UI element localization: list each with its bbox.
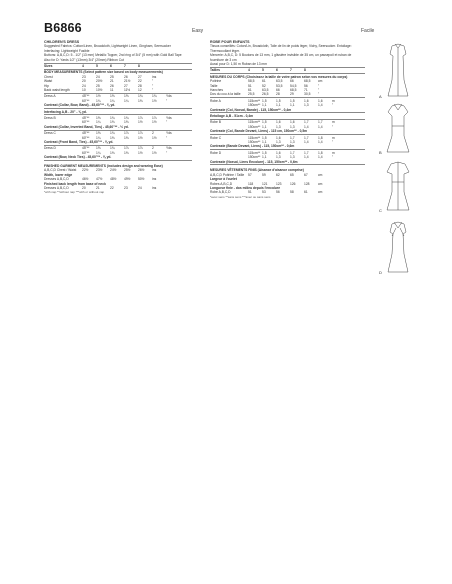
also-note: Also for D: Yards 1/2" (13mm) 3/4" (20mm) Ribbon Cut xyxy=(44,57,124,62)
finished-measurement-row: Robe A,B,C,D 51 53 56 58 61 cm xyxy=(210,190,323,195)
finished-subheading: Width, lower edge xyxy=(44,172,73,177)
yardage-row: 60"** 1¼ 1⅜ 1⅜ 1½ 1½ " xyxy=(82,135,168,140)
body-measurement-row: Chest 23 24 25 26 27 ins xyxy=(44,74,157,79)
body-measurement-row: Back waist length 10 10½ 11 11½ 12 " xyxy=(44,88,154,92)
interfacing-note: Interfacing: Lightweight Fusible xyxy=(44,48,90,53)
finished-measurements-table-fr xyxy=(210,173,365,195)
finished-subheading: Largeur à l'ourlet xyxy=(210,177,237,182)
finished-subheading: Longueur finie - dos milieu depuis l'encolure xyxy=(210,186,281,191)
finished-measurements-title-fr: MESURES VÊTEMENTS FINIS (Aisance d'aisance comprise) xyxy=(210,168,304,173)
technical-drawings xyxy=(378,40,418,285)
contrast-line: Contrast (Collar, Inverted Band, Ties) - 45,60"** - ½ yd. xyxy=(44,124,129,129)
contrast-line: Contraste (Col, Noeud, Bande) - 115, 150cm** - 0,4m xyxy=(210,107,292,112)
finished-measurements-title: FINISHED GARMENT MEASUREMENTS (includes design and wearing Ease) xyxy=(44,164,163,169)
interfacing-line: Entoilage A,B - 51cm - 0,4m xyxy=(210,113,254,118)
yardage-row: Robe B 115cm** 1,5 1,6 1,6 1,7 1,7 m xyxy=(210,120,335,125)
notions-note: Buttons: A,B,C,D: 5 - 1/2" (13 mm) Metallic Topper, 2nd ring of 3/4" (5 mm) with Gold Ball Tape xyxy=(44,53,182,58)
difficulty-label-en: Easy xyxy=(192,28,204,34)
yardage-row: Dress D 45"** 1⅝ 1¾ 1⅞ 1⅞ 2 Yds xyxy=(44,146,172,151)
finished-measurements-table xyxy=(44,168,192,190)
contrast-line: Contraste (Bande Devant, Liens) - 115, 150cm** - 0,6m xyxy=(210,144,295,149)
view-label-d: D xyxy=(379,270,382,275)
garment-title: CHILDREN'S DRESS xyxy=(44,40,80,44)
view-label-b: B xyxy=(379,150,382,155)
yardage-row: 60"** 1¼ 1⅜ 1⅜ 1½ 1½ " xyxy=(82,150,168,155)
finished-measurement-row: A,B,C,D Poitrine / Taille 57 59 62 65 67 cm xyxy=(210,172,323,177)
view-label-a: A xyxy=(379,94,382,99)
view-c-drawing xyxy=(387,162,409,210)
yardage-row: 60"** 1¼ 1¼ 1¼ 1⅜ 1½ " xyxy=(82,98,168,103)
yardage-row: Dress A 45"** 1½ 1⅝ 1⅝ 1¾ 1¾ Yds xyxy=(44,94,172,99)
garment-title-fr: ROBE POUR ENFANTS xyxy=(210,40,250,44)
finished-measurement-row: Dresses A,B,C,D 46½ 47½ 48½ 49½ 50½ ins xyxy=(44,177,157,182)
finished-measurement-row: Robes A,B,C,D 118 121 123 126 128 cm xyxy=(210,181,323,186)
interfacing-line: Interfacing A,B - 20" - ⅜ yd. xyxy=(44,109,87,114)
view-d-drawing xyxy=(388,222,408,272)
body-measurement-row: Taille 51 52 53,5 54,5 56 " xyxy=(210,83,320,88)
yardage-row: Dress B 45"** 1⅝ 1¾ 1¾ 1⅞ 1⅞ Yds xyxy=(44,115,172,120)
contrast-line: Contraste (Noeud, Liens Encolure) - 115, 150cm** - 0,6m xyxy=(210,159,298,164)
yardage-row: Dress C 45"** 1⅝ 1¾ 1⅞ 1⅞ 2 Yds xyxy=(44,131,172,136)
contrast-line: Contraste (Col, Bande Devant, Liens) - 115 cm, 150cm** - 0,5m xyxy=(210,129,308,134)
contrast-line: Contrast (Collar, Bow, Band) - 45,60"** - ⅜ yd. xyxy=(44,103,116,108)
contrast-line: Contrast (Bow, Neck Ties) - 45,60"** - ⅝ yd. xyxy=(44,155,112,160)
yardage-table-fr xyxy=(210,99,365,166)
body-measurements-title-fr: MESURES DU CORPS (Choisissez la taille de votre patron selon vos mesures du corps) xyxy=(210,74,348,79)
yardage-row: Robe A 115cm** 1,5 1,5 1,5 1,6 1,6 m xyxy=(210,98,335,103)
finished-measurement-row: A,B,C,D Chest / Waist 22½ 23½ 24½ 25½ 26½ ins xyxy=(44,168,157,173)
body-measurement-row: Hanches 61 63,5 66 68,5 71 " xyxy=(210,88,320,93)
yardage-table xyxy=(44,94,192,161)
body-measurement-row: Poitrine 58,5 61 63,5 66 68,5 cm xyxy=(210,79,323,84)
yardage-row: 150cm** 1,1 1,3 1,3 1,4 1,4 " xyxy=(248,139,334,144)
body-measurement-row: Waist 20 20½ 21 21½ 22 " xyxy=(44,79,154,84)
body-measurements-title: BODY MEASUREMENTS (Select pattern size based on body measurements) xyxy=(44,70,163,75)
also-note-fr: Aussi pour D: 1,50 m Ruban de 13 mm xyxy=(210,62,267,67)
view-a-drawing xyxy=(388,44,408,96)
yardage-row: 150cm** 1,1 1,1 1,1 1,3 1,4 " xyxy=(248,103,334,108)
body-measurement-row: Hip 24 25 26 27 28 " xyxy=(44,83,154,88)
difficulty-label-fr: Facile xyxy=(361,28,375,34)
pattern-number: B6866 xyxy=(44,21,82,35)
yardage-row: 60"** 1¼ 1⅜ 1⅜ 1½ 1½ " xyxy=(82,120,168,125)
nap-footnote-fr: *avec sens **sans sens ***avec ou sans sens xyxy=(210,194,271,199)
size-header-row: Sizes 4 5 6 7 8 xyxy=(44,64,140,69)
view-label-c: C xyxy=(379,208,382,213)
contrast-line: Contrast (Front Band, Ties) - 45,60"** - ⅝ yd. xyxy=(44,139,114,144)
body-measurements-table xyxy=(44,75,192,93)
yardage-row: Robe C 115cm** 1,5 1,6 1,7 1,7 1,8 m xyxy=(210,135,335,140)
body-measurements-table-fr xyxy=(210,79,365,97)
nap-footnote: *with nap **without nap ***with or without nap xyxy=(44,190,105,195)
suggested-fabrics-fr: Tissus conseillés: Coton/Lin, Broadcloth, Toile de lin de poids léger, Vichy, Seersucker. Entoilage: Thermocollant léger. xyxy=(210,44,352,53)
french-column xyxy=(210,40,365,199)
suggested-fabrics: Suggested Fabrics: Cotton/Linen, Broadcloth, Lightweight Linen, Gingham, Seersucker xyxy=(44,44,171,49)
finished-subheading: Finished back length from base of neck xyxy=(44,181,106,186)
yardage-row: Robe D 115cm** 1,5 1,6 1,7 1,7 1,8 m xyxy=(210,150,335,155)
english-column xyxy=(44,40,192,195)
size-header-row-fr: Tailles 4 5 6 7 8 xyxy=(210,68,306,73)
yardage-row: 150cm** 1,1 1,3 1,3 1,4 1,4 " xyxy=(248,155,334,160)
yardage-row: 150cm** 1,1 1,3 1,3 1,4 1,4 " xyxy=(248,124,334,129)
view-b-drawing xyxy=(387,104,409,152)
notions-note-fr: Mercerie: A,B,C, D: 5 Boutons de 13 mm, 1 glissière invisible de 35 cm, un passepoil et ruban de fourniture de 3 cm xyxy=(210,53,352,62)
finished-measurement-row: Dresses A,B,C,D 20 21 22 23 24 ins xyxy=(44,186,157,191)
body-measurement-row: Dos du cou à la taille 25,5 26,5 28 29 30,5 " xyxy=(210,92,320,97)
